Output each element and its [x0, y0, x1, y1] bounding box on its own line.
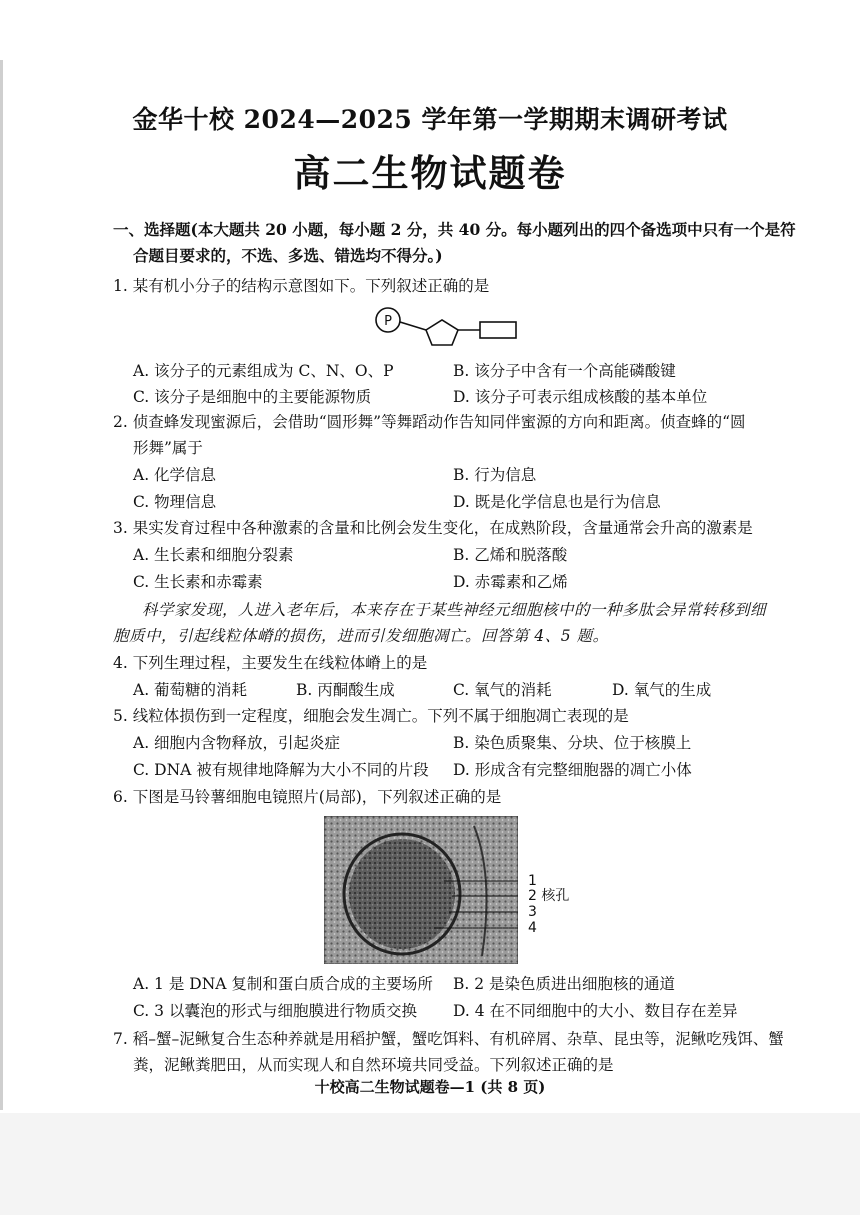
q6-stem: 6. 下图是马铃薯细胞电镜照片(局部)，下列叙述正确的是 — [113, 788, 502, 806]
phosphate-label: P — [384, 314, 392, 329]
q1-option-d: D. 该分子可表示组成核酸的基本单位 — [453, 388, 708, 406]
q5-stem: 5. 线粒体损伤到一定程度，细胞会发生凋亡。下列不属于细胞凋亡表现的是 — [113, 707, 629, 725]
q1-option-b: B. 该分子中含有一个高能磷酸键 — [453, 362, 676, 380]
paper-title: 高二生物试题卷 — [293, 151, 567, 195]
q4-option-a: A. 葡萄糖的消耗 — [133, 681, 248, 699]
q4-option-d: D. 氧气的生成 — [612, 681, 712, 699]
passage-line2: 胞质中，引起线粒体嵴的损伤，进而引发细胞凋亡。回答第 4、5 题。 — [113, 627, 609, 645]
micrograph-label-1: 1 — [528, 873, 537, 889]
base-rectangle — [480, 322, 516, 338]
q5-option-b: B. 染色质聚集、分块、位于核膜上 — [453, 734, 692, 752]
q5-option-d: D. 形成含有完整细胞器的凋亡小体 — [453, 761, 692, 779]
q3-option-a: A. 生长素和细胞分裂素 — [133, 546, 294, 564]
potato-cell-micrograph — [324, 816, 518, 964]
q2-stem-line1: 2. 侦查蜂发现蜜源后，会借助“圆形舞”等舞蹈动作告知同伴蜜源的方向和距离。侦查蜂的“圆 — [113, 413, 746, 431]
q6-option-a: A. 1 是 DNA 复制和蛋白质合成的主要场所 — [133, 975, 433, 993]
q1-option-a: A. 该分子的元素组成为 C、N、O、P — [133, 362, 394, 380]
q6-option-b: B. 2 是染色质进出细胞核的通道 — [453, 975, 676, 993]
q2-option-d: D. 既是化学信息也是行为信息 — [453, 493, 661, 511]
q3-stem: 3. 果实发育过程中各种激素的含量和比例会发生变化，在成熟阶段，含量通常会升高的激素是 — [113, 519, 753, 537]
section-heading-line2: 合题目要求的，不选、多选、错选均不得分。) — [133, 246, 443, 265]
passage-line1: 科学家发现，人进入老年后，本来存在于某些神经元细胞核中的一种多肽会异常转移到细 — [142, 601, 767, 619]
q4-option-b: B. 丙酮酸生成 — [296, 681, 395, 699]
q2-option-a: A. 化学信息 — [133, 466, 217, 484]
micrograph-label-3: 3 — [528, 904, 537, 920]
q3-option-d: D. 赤霉素和乙烯 — [453, 573, 568, 591]
page-footer: 十校高二生物试题卷—1 (共 8 页) — [314, 1078, 546, 1096]
q2-stem-line2: 形舞”属于 — [133, 439, 203, 457]
phosphate-bond-line — [400, 322, 426, 330]
scan-edge — [0, 60, 3, 1110]
q7-stem-line1: 7. 稻–蟹–泥鳅复合生态种养就是用稻护蟹，蟹吃饵料、有机碎屑、杂草、昆虫等，泥鳅吃残饵、蟹 — [113, 1030, 784, 1048]
pentose-pentagon — [426, 320, 458, 345]
q4-stem: 4. 下列生理过程，主要发生在线粒体嵴上的是 — [113, 654, 428, 672]
micrograph-label-2: 2 核孔 — [528, 888, 570, 904]
nucleus-interior — [349, 839, 455, 949]
q2-option-c: C. 物理信息 — [133, 493, 217, 511]
q6-option-c: C. 3 以囊泡的形式与细胞膜进行物质交换 — [133, 1002, 417, 1020]
q7-stem-line2: 粪，泥鳅粪肥田，从而实现人和自然环境共同受益。下列叙述正确的是 — [133, 1056, 614, 1074]
section-heading-line1: 一、选择题(本大题共 20 小题，每小题 2 分，共 40 分。每小题列出的四个备选项中只有一个是符 — [113, 220, 796, 239]
q1-option-c: C. 该分子是细胞中的主要能源物质 — [133, 388, 372, 406]
q2-option-b: B. 行为信息 — [453, 466, 537, 484]
q6-option-d: D. 4 在不同细胞中的大小、数目存在差异 — [453, 1002, 738, 1020]
q5-option-a: A. 细胞内含物释放，引起炎症 — [133, 734, 341, 752]
q4-option-c: C. 氧气的消耗 — [453, 681, 552, 699]
scan-bottom-margin — [0, 1113, 860, 1215]
q3-option-b: B. 乙烯和脱落酸 — [453, 546, 568, 564]
micrograph-label-4: 4 — [528, 920, 537, 936]
q5-option-c: C. DNA 被有规律地降解为大小不同的片段 — [133, 761, 429, 779]
q1-stem: 1. 某有机小分子的结构示意图如下。下列叙述正确的是 — [113, 277, 490, 295]
nucleotide-diagram — [370, 306, 520, 350]
exam-title: 金华十校 2024—2025 学年第一学期期末调研考试 — [132, 105, 728, 134]
q3-option-c: C. 生长素和赤霉素 — [133, 573, 263, 591]
